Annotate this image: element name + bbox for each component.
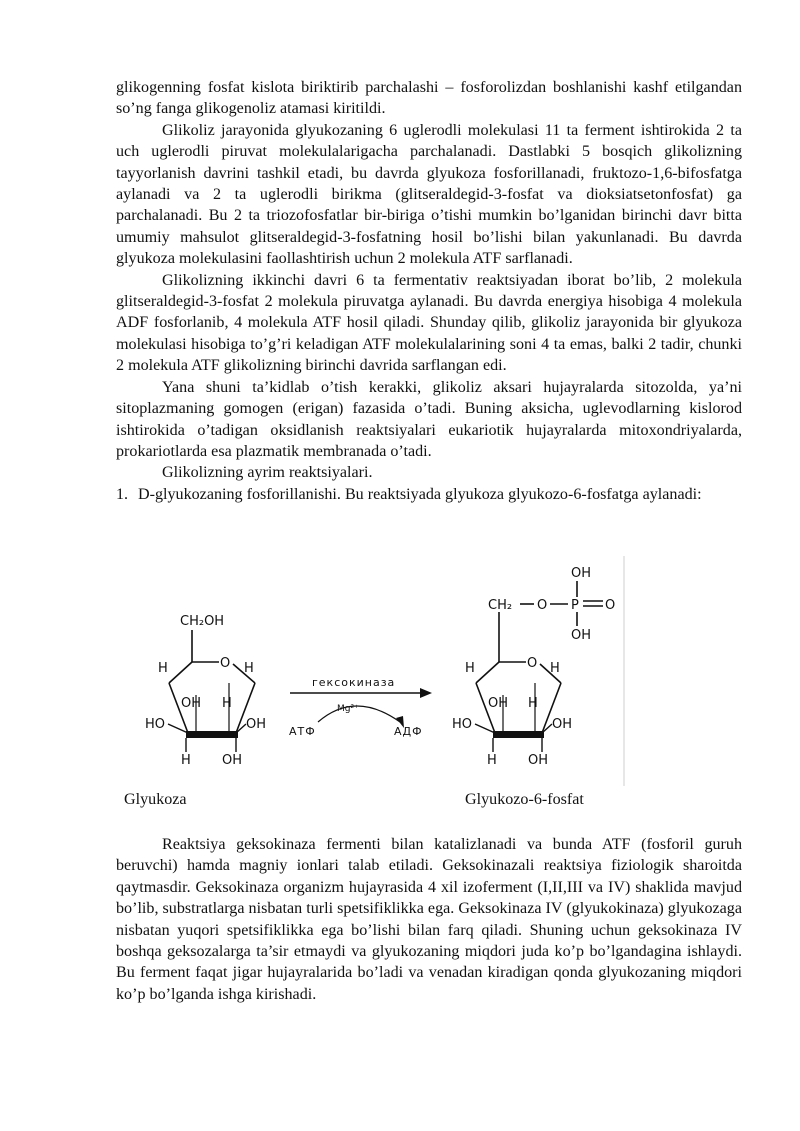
- phosphate-oh-bottom: OH: [571, 628, 592, 643]
- atp-label: АТФ: [289, 725, 316, 738]
- g6p-oh-c3: OH: [528, 753, 549, 768]
- ester-oxygen: O: [537, 598, 548, 613]
- paragraph-2: Glikoliz jarayonida glyukozaning 6 uglerodli molekulasi 11 ta ferment ishtirokida 2 ta uch uglerodli piruvat molekulalarigacha parchalanadi. Dastlabki 5 bosqich glikolizning tayyorlanish davrini tashkil etadi, bu davrda glyukoza fosforillanadi, fruktozo-1,6-bifosfatga aylanadi va 2 ta uglerodli birikma (glitseraldegid-3-fosfat va dioksiatsetonfosfat) ga parchalanadi. Bu 2 ta triozofosfatlar bir-biriga o’tishi mumkin bo’lganidan birinchi davr bitta umumiy mahsulot glitseraldegid-3-fosfatning hosil bo’lishi bilan yakunlanadi. Bu davrda glyukoza molekulasini faollashtirish uchun 2 molekula ATF sarflanadi.: [116, 121, 742, 268]
- glucose-h-c3: H: [181, 753, 191, 768]
- paragraph-3: Glikolizning ikkinchi davri 6 ta fermentativ reaktsiyadan iborat bo’lib, 2 molekula glitseraldegid-3-fosfat 2 molekula piruvatga aylanadi. Bu davrda energiya hisobiga 4 molekula ADF fosforlanib, 4 molekula ATF hosil qiladi. Shunday qilib, glikoliz jarayonida bir glyukoza molekulasi hisobiga to’g’ri keladigan ATF molekulalarining soni 4 ta emas, balki 2 tadir, chunki 2 molekula ATF glikolizning birinchi davrida sarflangan edi.: [116, 271, 742, 375]
- g6p-oh-c4: OH: [488, 696, 509, 711]
- glucose-ho-c4: HO: [145, 717, 166, 732]
- phosphorus-label: P: [571, 598, 579, 613]
- list-number: 1.: [116, 485, 129, 503]
- glucose-oh-c3: OH: [222, 753, 243, 768]
- phosphate-oh-top: OH: [571, 566, 592, 581]
- g6p-h-c5: H: [465, 661, 475, 676]
- reaction-arrow: [289, 676, 432, 738]
- glucose-ch2oh-label: CH₂OH: [180, 614, 225, 629]
- glucose-h-c2: H: [222, 696, 232, 711]
- bottom-text-block: [116, 834, 742, 1005]
- cofactor-label: Mg²⁺: [337, 704, 359, 714]
- caption-glucose-6-phosphate: Glyukozo-6-fosfat: [465, 791, 584, 808]
- paragraph-4: Yana shuni ta’kidlab o’tish kerakki, glikoliz aksari hujayralarda sitozolda, ya’ni sitoplazmaning gomogen (erigan) fazasida o’tadi. Buning aksicha, uglevodlarning kislorod ishtirokida o’tadigan oksidlanish reaktsiyalari eukariotik hujayralarda mitoxondriyalarda, prokariotlarda esa plazmatik membranada o’tadi.: [116, 378, 742, 460]
- glucose-6-phosphate-structure: [452, 566, 615, 768]
- section-heading: Glikolizning ayrim reaktsiyalari.: [162, 464, 373, 482]
- glucose-structure: [145, 614, 266, 768]
- glucose-ring-oxygen: O: [220, 656, 231, 671]
- g6p-ho-c4: HO: [452, 717, 473, 732]
- g6p-oh-c1: OH: [552, 717, 573, 732]
- caption-glucose: Glyukoza: [124, 791, 187, 808]
- list-item-text: D-glyukozaning fosforillanishi. Bu reaktsiyada glyukoza glyukozo-6-fosfatga aylanadi:: [138, 485, 702, 503]
- paragraph-1: glikogenning fosfat kislota biriktirib parchalashi – fosforolizdan boshlanishi kashf etilgandan so’ng fanga glikogenoliz atamasi kiritildi.: [116, 79, 742, 118]
- glucose-oh-c4: OH: [181, 696, 202, 711]
- g6p-ch2-label: CH₂: [488, 598, 513, 613]
- g6p-h-c3: H: [487, 753, 497, 768]
- glucose-oh-c1: OH: [246, 717, 267, 732]
- enzyme-label: гексокиназа: [312, 676, 396, 689]
- g6p-h-c1: H: [550, 661, 560, 676]
- paragraph-5: Reaktsiya geksokinaza fermenti bilan katalizlanadi va bunda ATF (fosforil guruh beruvchi) hamda magniy ionlari talab etiladi. Geksokinazali reaktsiya fiziologik sharoitda qaytmasdir. Geksokinaza organizm hujayrasida 4 xil izoferment (I,II,III va IV) shaklida mavjud bo’lib, substratlarga nisbatan turli spetsifiklikka ega. Geksokinaza IV (glyukokinaza) glyukozaga nisbatan yuqori spetsifiklikka ega bo’lishi bilan farq qiladi. Shuning uchun geksokinaza IV boshqa geksozalarga ta’sir etmaydi va glyukozaning miqdori juda ko’p bo’lgandagina ishlaydi. Bu ferment faqat jigar hujayralarida bo’ladi va venadan kiradigan qonda glyukozaning miqdori ko’p bo’lganda ishga kirishadi.: [116, 836, 742, 1003]
- glucose-h-c1: H: [244, 661, 254, 676]
- g6p-ring-oxygen: O: [527, 656, 538, 671]
- g6p-h-c2: H: [528, 696, 538, 711]
- glucose-h-c5: H: [158, 661, 168, 676]
- phosphate-double-o: O: [605, 598, 616, 613]
- adp-label: АДФ: [394, 725, 423, 738]
